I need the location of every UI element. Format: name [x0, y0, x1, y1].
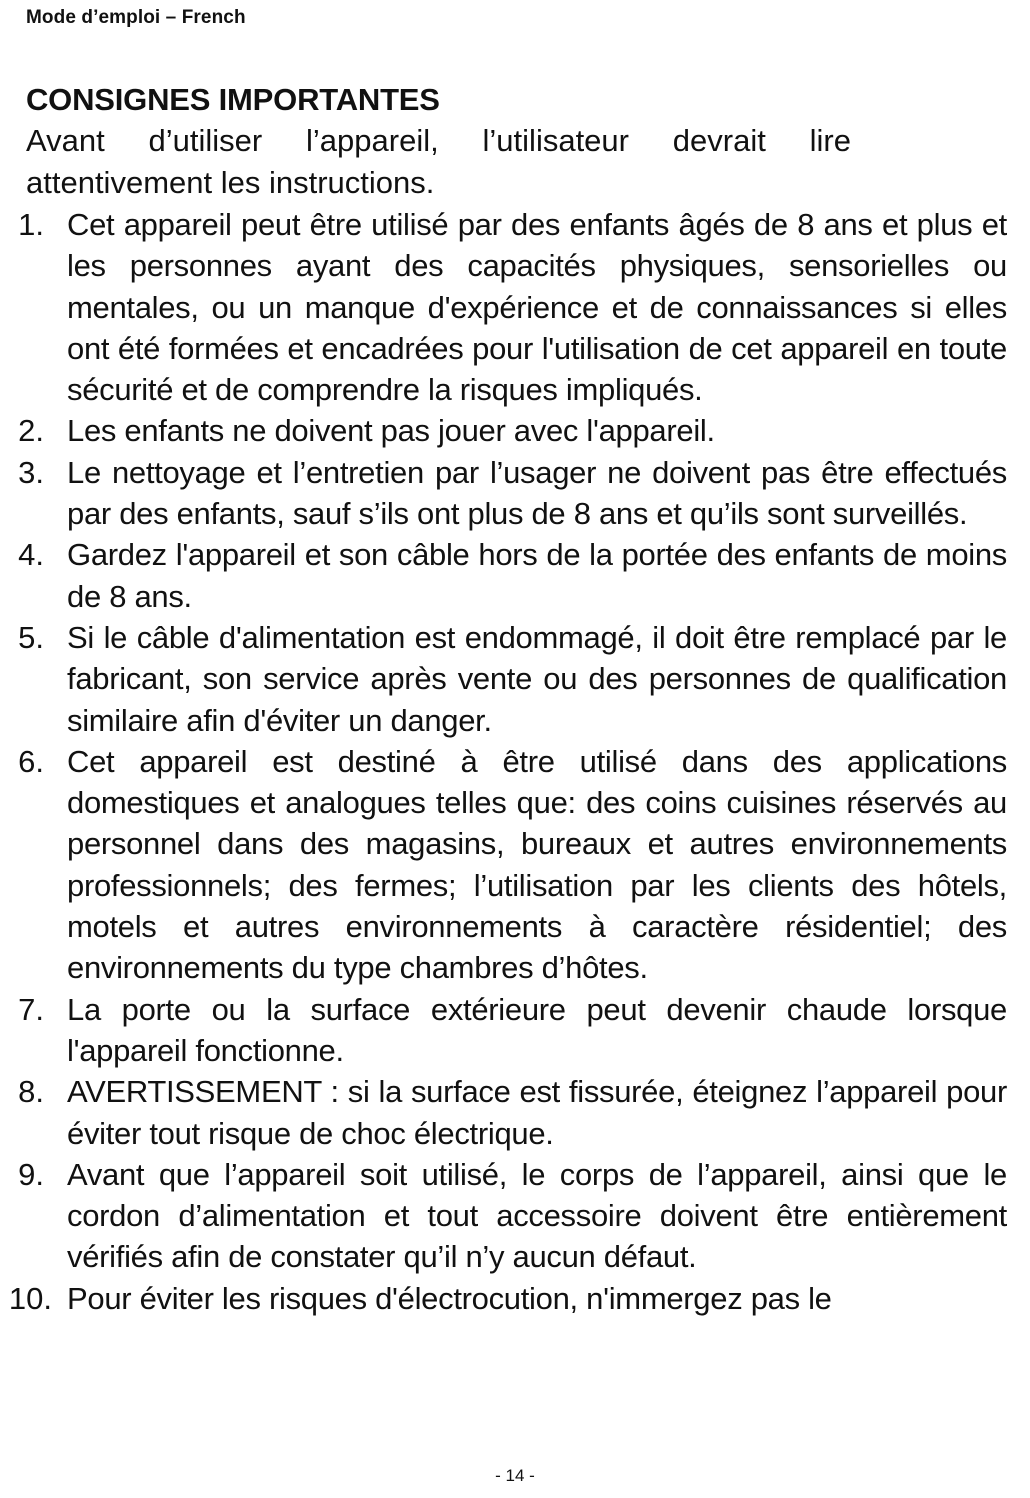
list-item-number: 1. — [18, 207, 44, 242]
list-item-number: 10. — [8, 1280, 52, 1316]
instructions-section — [0, 80, 1030, 1319]
list-item-text: Gardez l'appareil et son câble hors de la portée des enfants de moins de 8 ans. — [67, 537, 1007, 614]
intro-paragraph: Avant d’utiliser l’appareil, l’utilisateur devrait lire attentivement les instructions. — [26, 123, 851, 200]
list-item-number: 4. — [18, 537, 44, 573]
list-item-number: 6. — [18, 743, 44, 779]
list-item-text: La porte ou la surface extérieure peut devenir chaude lorsque l'appareil fonctionne. — [67, 991, 1007, 1068]
list-item-text: Pour éviter les risques d'électrocution, n'immergez pas le — [67, 1280, 832, 1316]
list-item — [0, 1154, 1007, 1278]
list-item-text: Si le câble d'alimentation est endommagé, il doit être remplacé par le fabricant, son service après vente ou des personnes de qualification similaire afin d'éviter un danger. — [67, 619, 1007, 738]
list-item-text: Le nettoyage et l’entretien par l’usager ne doivent pas être effectués par des enfants, sauf s’ils ont plus de 8 ans et qu’ils sont surveillés. — [67, 454, 1007, 532]
list-item-text: Cet appareil peut être utilisé par des enfants âgés de 8 ans et plus et les personnes ayant des capacités physiques, sensorielles ou mentales, ou un manque d'expérience et de connaissances si elles ont été formées et encadrées pour l'utilisation de cet appareil en toute sécurité et de comprendre la risques impliqués. — [67, 207, 1007, 408]
list-item-text: Les enfants ne doivent pas jouer avec l'appareil. — [67, 413, 715, 449]
list-item — [0, 534, 1007, 617]
list-item — [0, 1071, 1007, 1154]
list-item-text: Cet appareil est destiné à être utilisé dans des applications domestiques et analogues telles que: des coins cuisines réservés au personnel dans des magasins, bureaux et autres environnements professionnels; des fermes; l’utilisation par les clients des hôtels, motels et autres environnements à caractère résidentiel; des environnements du type chambres d’hôtes. — [67, 743, 1007, 986]
list-item — [0, 452, 1007, 535]
list-item — [0, 989, 1007, 1072]
list-item — [0, 410, 1007, 451]
list-item — [0, 1278, 1007, 1319]
list-item-text: Avant que l’appareil soit utilisé, le corps de l’appareil, ainsi que le cordon d’alimentation et tout accessoire doivent être entièrement vérifiés afin de constater qu’il n’y aucun défaut. — [67, 1156, 1007, 1275]
list-item-number: 5. — [18, 619, 44, 655]
list-item-text: AVERTISSEMENT : si la surface est fissurée, éteignez l’appareil pour éviter tout risque de choc électrique. — [67, 1074, 1007, 1151]
running-header: Mode d’emploi – French — [26, 7, 246, 28]
section-title: CONSIGNES IMPORTANTES — [26, 82, 440, 117]
instruction-list — [0, 204, 1030, 1319]
list-item-number: 2. — [18, 413, 44, 449]
list-item-number: 8. — [18, 1074, 44, 1110]
page-number: - 14 - — [495, 1466, 535, 1485]
list-item-number: 9. — [18, 1156, 44, 1192]
list-item-number: 3. — [18, 454, 44, 490]
list-item — [0, 617, 1007, 741]
list-item-number: 7. — [18, 991, 44, 1027]
list-item — [0, 741, 1007, 989]
list-item — [0, 204, 1007, 410]
